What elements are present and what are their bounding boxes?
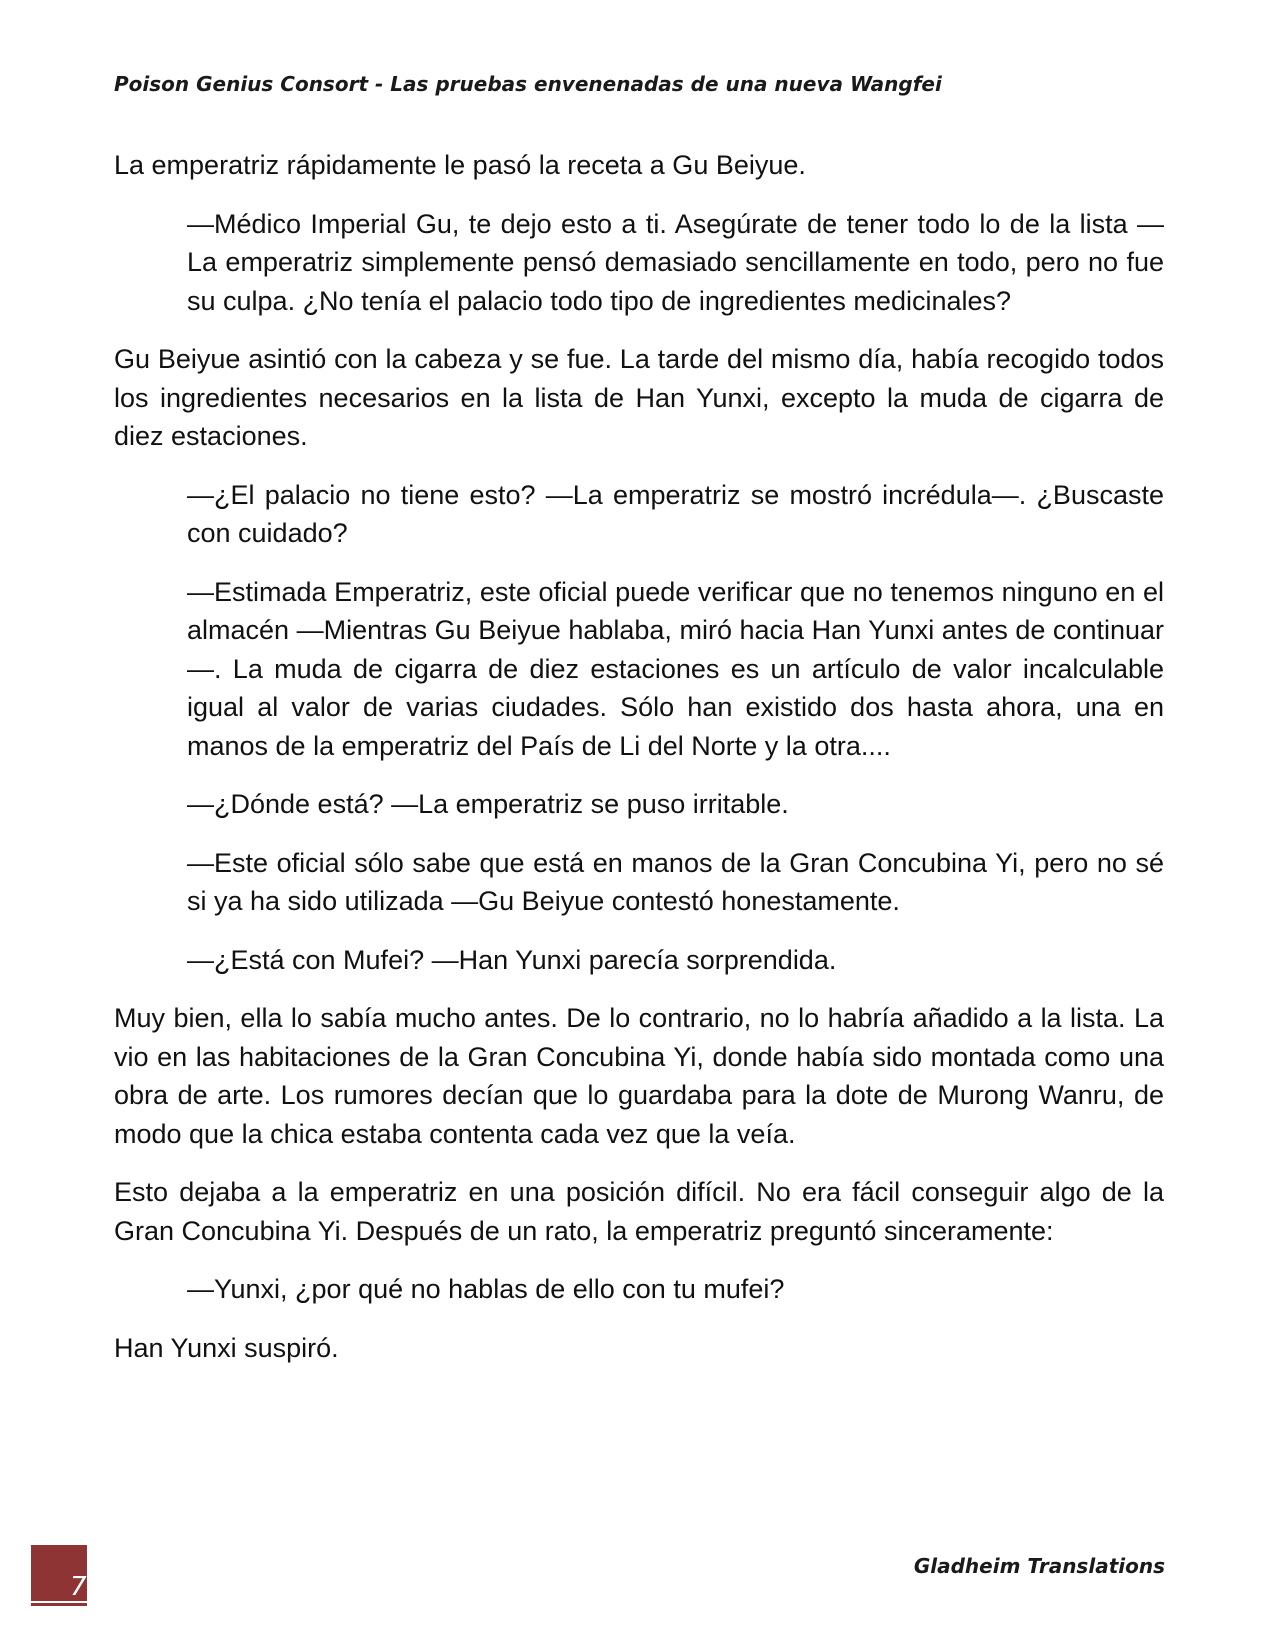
paragraph: Esto dejaba a la emperatriz en una posición difícil. No era fácil conseguir algo de la Gran Concubina Yi. Después de un rato, la emperatriz preguntó sinceramente: [114,1177,1164,1246]
dialogue-paragraph: —Este oficial sólo sabe que está en manos de la Gran Concubina Yi, pero no sé si ya ha sido utilizada —Gu Beiyue contestó honestamente. [187,847,1164,916]
dialogue-paragraph: —Estimada Emperatriz, este oficial puede verificar que no tenemos ninguno en el almacén —Mientras Gu Beiyue hablaba, miró hacia Han Yunxi antes de continuar—. La muda de cigarra de diez estaciones es un artículo de valor incalculable igual al valor de varias ciudades. Sólo han existido dos hasta ahora, una en manos de la emperatriz del País de Li del Norte y la otra.... [187,576,1164,761]
paragraph: Muy bien, ella lo sabía mucho antes. De lo contrario, no lo habría añadido a la lista. La vio en las habitaciones de la Gran Concubina Yi, donde había sido montada como una obra de arte. Los rumores decían que lo guardaba para la dote de Murong Wanru, de modo que la chica estaba contenta cada vez que la veía. [114,1003,1164,1149]
page-number-underline [31,1603,87,1606]
running-header: Poison Genius Consort - Las pruebas envenenadas de una nueva Wangfei [114,72,942,96]
dialogue-paragraph: —¿Está con Mufei? —Han Yunxi parecía sorprendida. [187,944,837,975]
dialogue-paragraph: —Médico Imperial Gu, te dejo esto a ti. Asegúrate de tener todo lo de la lista —La emperatriz simplemente pensó demasiado sencillamente en todo, pero no fue su culpa. ¿No tenía el palacio todo tipo de ingredientes medicinales? [187,208,1164,316]
paragraph: Gu Beiyue asintió con la cabeza y se fue. La tarde del mismo día, había recogido todos los ingredientes necesarios en la lista de Han Yunxi, excepto la muda de cigarra de diez estaciones. [114,344,1164,451]
footer-brand: Gladheim Translations [913,1554,1165,1578]
paragraph: Han Yunxi suspiró. [114,1332,339,1363]
dialogue-paragraph: —¿El palacio no tiene esto? —La emperatriz se mostró incrédula—. ¿Buscaste con cuidado? [187,479,1164,548]
dialogue-paragraph: —¿Dónde está? —La emperatriz se puso irritable. [187,789,789,819]
dialogue-paragraph: —Yunxi, ¿por qué no hablas de ello con tu mufei? [187,1274,785,1304]
body-text [114,146,1164,1387]
page-number: 7 [70,1572,87,1602]
paragraph: La emperatriz rápidamente le pasó la receta a Gu Beiyue. [114,150,806,180]
